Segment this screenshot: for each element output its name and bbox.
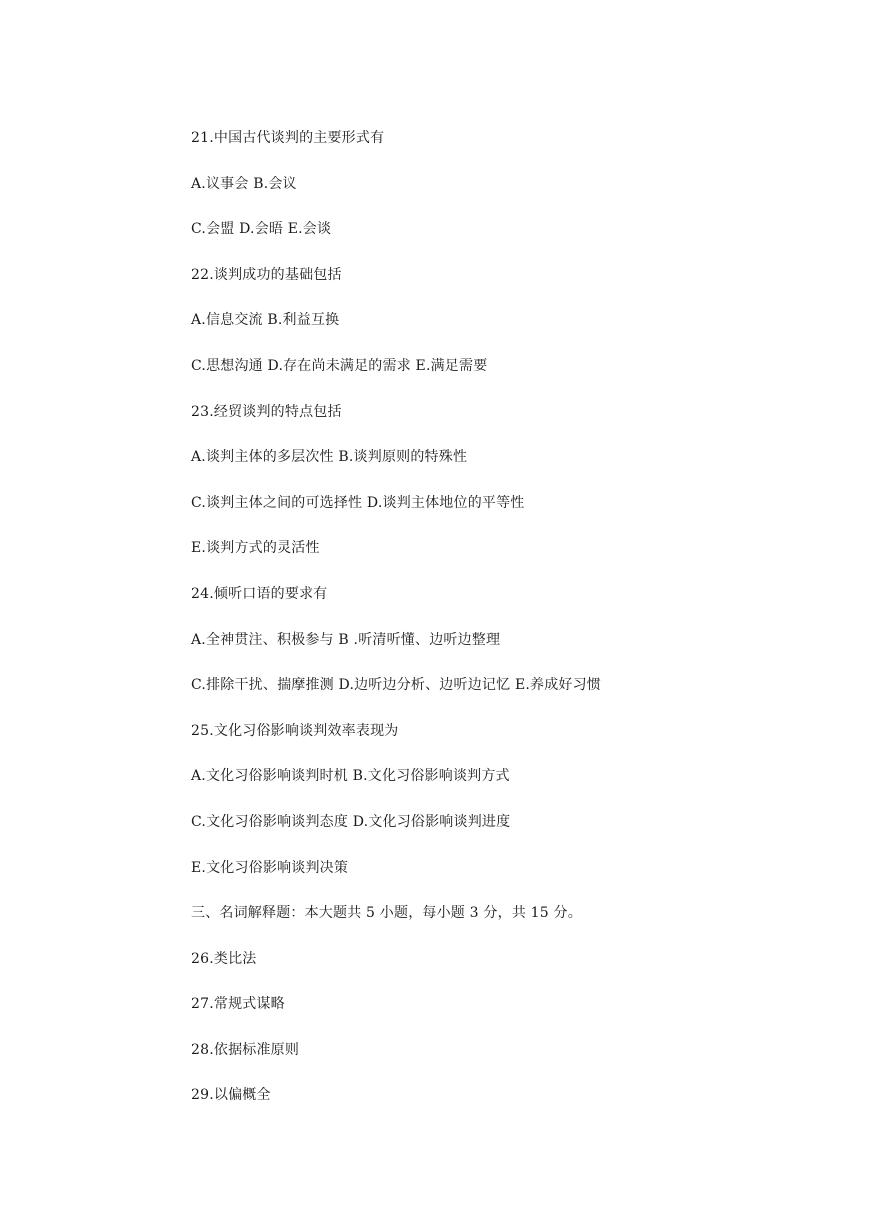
- question-23-option-e: E.谈判方式的灵活性: [191, 540, 320, 557]
- question-29: 29.以偏概全: [191, 1087, 271, 1104]
- question-23-options-ab: A.谈判主体的多层次性 B.谈判原则的特殊性: [191, 449, 468, 466]
- section-3-heading: 三、名词解释题：本大题共 5 小题，每小题 3 分，共 15 分。: [191, 905, 582, 922]
- question-21-options-ab: A.议事会 B.会议: [191, 175, 297, 192]
- question-25-options-cd: C.文化习俗影响谈判态度 D.文化习俗影响谈判进度: [191, 813, 511, 830]
- question-23-options-cd: C.谈判主体之间的可选择性 D.谈判主体地位的平等性: [191, 494, 525, 511]
- question-28: 28.依据标准原则: [191, 1041, 300, 1058]
- question-23-stem: 23.经贸谈判的特点包括: [191, 403, 342, 420]
- question-27: 27.常规式谋略: [191, 996, 285, 1013]
- question-22-options-ab: A.信息交流 B.利益互换: [191, 312, 340, 329]
- question-22-stem: 22.谈判成功的基础包括: [191, 266, 342, 283]
- question-22-options-cde: C.思想沟通 D.存在尚未满足的需求 E.满足需要: [191, 357, 488, 374]
- question-26: 26.类比法: [191, 950, 257, 967]
- question-25-option-e: E.文化习俗影响谈判决策: [191, 859, 349, 876]
- question-24-options-ab: A.全神贯注、积极参与 B .听清听懂、边听边整理: [191, 631, 501, 648]
- question-25-stem: 25.文化习俗影响谈判效率表现为: [191, 722, 399, 739]
- question-24-stem: 24.倾听口语的要求有: [191, 585, 328, 602]
- question-24-options-cde: C.排除干扰、揣摩推测 D.边听边分析、边听边记忆 E.养成好习惯: [191, 677, 602, 694]
- question-21-options-cde: C.会盟 D.会晤 E.会谈: [191, 221, 332, 238]
- document-body: [191, 127, 831, 1130]
- question-25-options-ab: A.文化习俗影响谈判时机 B.文化习俗影响谈判方式: [191, 768, 510, 785]
- question-21-stem: 21.中国古代谈判的主要形式有: [191, 130, 385, 146]
